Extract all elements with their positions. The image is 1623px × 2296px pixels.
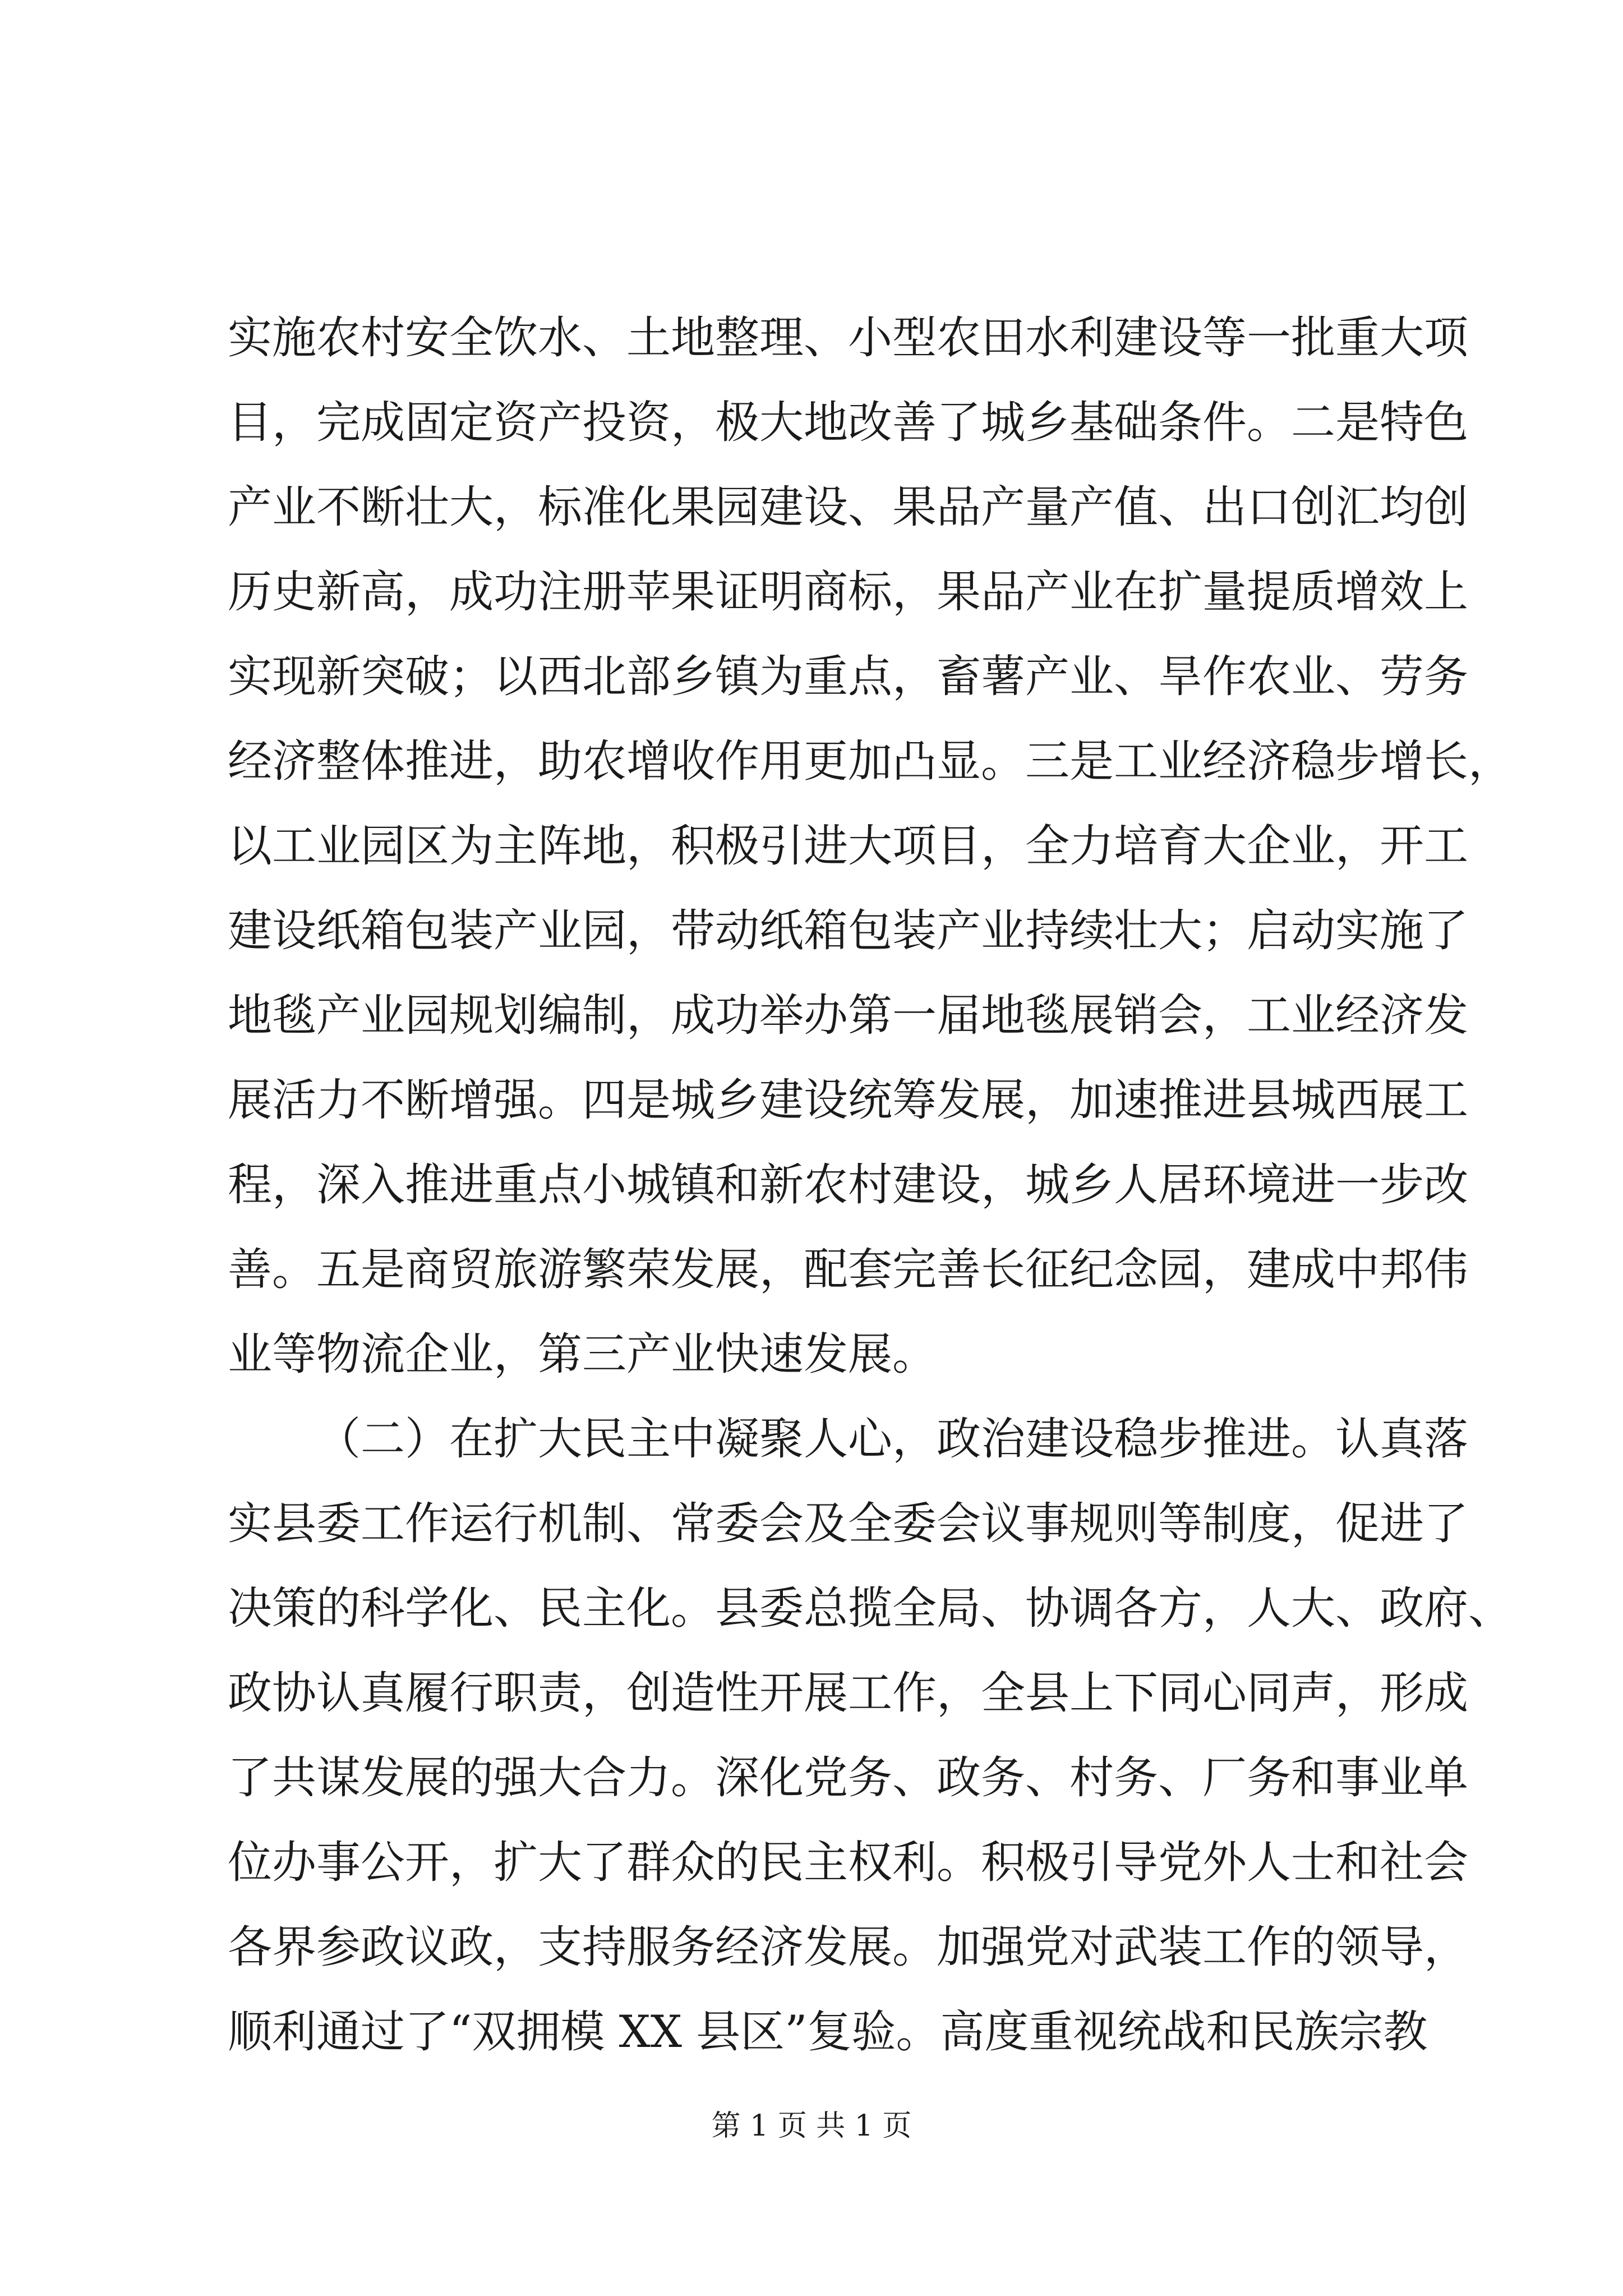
text-line: 决策的科学化、民主化。县委总揽全局、协调各方，人大、政府、: [228, 1582, 1513, 1634]
text-line: 建设纸箱包装产业园，带动纸箱包装产业持续壮大；启动实施了: [228, 905, 1468, 956]
text-line: 展活力不断增强。四是城乡建设统筹发展，加速推进县城西展工: [228, 1074, 1468, 1126]
text-line: 实现新突破；以西北部乡镇为重点，畜薯产业、旱作农业、劳务: [228, 651, 1468, 702]
page-footer: 第 1 页 共 1 页: [711, 2109, 912, 2143]
paragraph-first-line: （二）在扩大民主中凝聚人心，政治建设稳步推进。认真落: [316, 1413, 1468, 1465]
text-line: 经济整体推进，助农增收作用更加凸显。三是工业经济稳步增长，: [228, 735, 1513, 787]
text-line: 实县委工作运行机制、常委会及全委会议事规则等制度，促进了: [228, 1498, 1468, 1549]
text-line: 实施农村安全饮水、土地整理、小型农田水利建设等一批重大项: [228, 312, 1468, 364]
text-line: 程，深入推进重点小城镇和新农村建设，城乡人居环境进一步改: [228, 1159, 1468, 1211]
text-line: 业等物流企业，第三产业快速发展。: [228, 1328, 937, 1380]
text-line: 顺利通过了“双拥模 XX 县区”复验。高度重视统战和民族宗教: [228, 2006, 1428, 2058]
text-line: 目，完成固定资产投资，极大地改善了城乡基础条件。二是特色: [228, 397, 1468, 448]
text-line: 政协认真履行职责，创造性开展工作，全县上下同心同声，形成: [228, 1667, 1468, 1719]
text-line: 善。五是商贸旅游繁荣发展，配套完善长征纪念园，建成中邦伟: [228, 1244, 1468, 1295]
text-line: 位办事公开，扩大了群众的民主权利。积极引导党外人士和社会: [228, 1837, 1468, 1888]
text-line: 各界参政议政，支持服务经济发展。加强党对武装工作的领导，: [228, 1921, 1468, 1973]
text-line: 产业不断壮大，标准化果园建设、果品产量产值、出口创汇均创: [228, 481, 1468, 533]
text-line: 了共谋发展的强大合力。深化党务、政务、村务、厂务和事业单: [228, 1752, 1468, 1803]
text-line: 历史新高，成功注册苹果证明商标，果品产业在扩量提质增效上: [228, 566, 1468, 618]
text-line: 以工业园区为主阵地，积极引进大项目，全力培育大企业，开工: [228, 820, 1468, 872]
text-line: 地毯产业园规划编制，成功举办第一届地毯展销会，工业经济发: [228, 990, 1468, 1041]
